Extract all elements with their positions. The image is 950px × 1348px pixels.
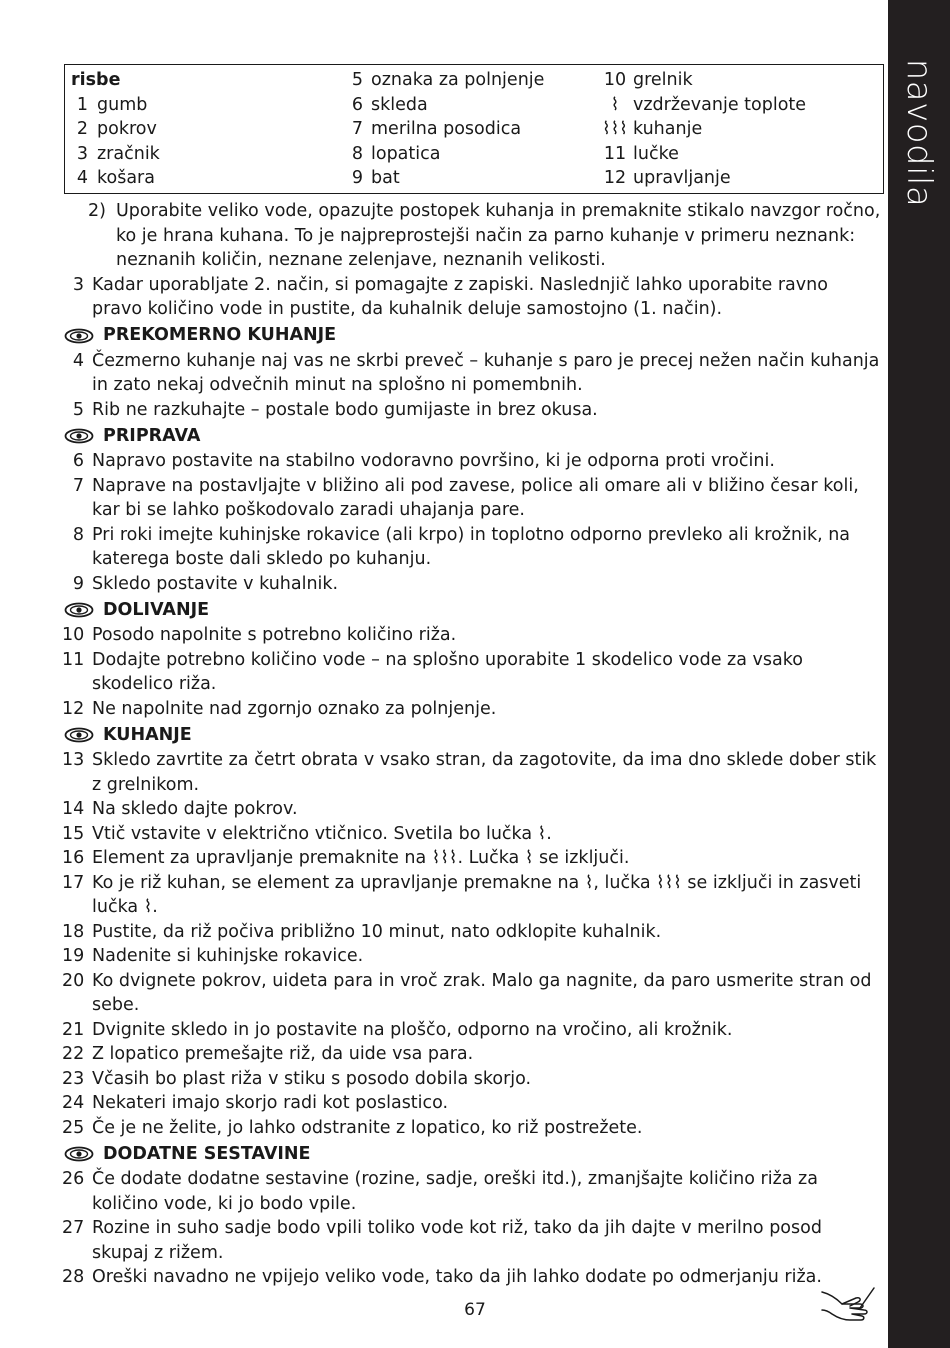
cooking-symbol-icon: ⌇⌇⌇ [602, 119, 628, 139]
legend-entry: 6 skleda [351, 94, 428, 115]
list-item: 13 Skledo zavrtite za četrt obrata v vsako stran, da zagotovite, da ima dno sklede dober stik z grelnikom. [62, 750, 877, 795]
legend-entry: 12 upravljanje [603, 168, 731, 188]
legend-entry: 4 košara [76, 168, 155, 188]
eye-icon [64, 727, 94, 743]
list-item: 10 Posodo napolnite s potrebno količino riža. [62, 625, 457, 645]
list-item: 8 Pri roki imejte kuhinjske rokavice (ali krpo) in toplotno odporno prevleko ali krožnik, na katerega boste dali skledo po kuhanju. [72, 524, 851, 569]
list-item: 7 Naprave na postavljajte v bližino ali pod zavese, police ali omare ali v bližino česar koli, kar bi se lahko poškodovalo zaradi uhajanja pare. [72, 475, 859, 520]
list-item: 28 Oreški navadno ne vpijejo veliko vode, tako da jih lahko dodate po odmerjanju riža. [62, 1267, 822, 1287]
list-item: 2) Uporabite veliko vode, opazujte postopek kuhanja in premaknite stikalo navzgor ročno, ko je hrana kuhana. To je najpreprostejši način za parno kuhanje v primeru neznank: neznanih količin, neznane zelenjave, neznanih velikosti. [88, 201, 881, 270]
list-item: 19 Nadenite si kuhinjske rokavice. [62, 946, 364, 966]
list-item: 16 Element za upravljanje premaknite na ⌇⌇⌇. Lučka ⌇ se izklјuči. [62, 848, 630, 868]
instructions [62, 199, 882, 1290]
list-item: 15 Vtič vstavite v električno vtičnico. Svetila bo lučka ⌇. [62, 823, 552, 844]
list-item: 26 Če dodate dodatne sestavine (rozine, sadje, oreški itd.), zmanjšajte količino riža za količino vode, ki jo bodo vpile. [62, 1169, 818, 1214]
parts-legend [64, 64, 884, 194]
legend-entry-cooking: ⌇⌇⌇ kuhanje [601, 117, 806, 142]
list-item: 11 Dodajte potrebno količino vode – na splošno uporabite 1 skodelico vode za vsako skodelico riža. [62, 649, 803, 694]
section-heading: DODATNE SESTAVINE [62, 1141, 882, 1167]
list-item: 24 Nekateri imajo skorjo radi kot poslastico. [62, 1093, 449, 1113]
side-tab-label: navodila [899, 58, 939, 208]
list-item: 3 Kadar uporabljate 2. način, si pomagajte z zapiski. Naslednjič lahko uporabite ravno pravo količino vode in pustite, da kuhalnik deluje samostojno (1. način). [72, 274, 828, 319]
legend-column-2 [337, 68, 544, 191]
legend-entry: 8 lopatica [351, 143, 441, 164]
list-item: 4 Čezmerno kuhanje naj vas ne skrbi preveč – kuhanje s paro je precej nežen način kuhanja in zato nekaj odvečnih minut na splošno ni pomembnih. [72, 350, 880, 395]
page-number: 67 [464, 1300, 486, 1320]
list-item: 18 Pustite, da riž počiva približno 10 minut, nato odklopite kuhalnik. [62, 921, 662, 942]
legend-entry: 9 bat [351, 168, 400, 188]
legend-entry: 10 grelnik [603, 70, 693, 90]
list-item: 25 Če je ne želite, jo lahko odstranite z lopatico, ko riž postrežete. [62, 1117, 643, 1138]
list-item: 12 Ne napolnite nad zgornjo oznako za polnjenje. [62, 698, 497, 719]
eye-icon [64, 328, 94, 344]
legend-entry: 7 merilna posodica [351, 119, 522, 139]
section-heading: PRIPRAVA [62, 423, 882, 449]
list-item: 5 Rib ne razkuhajte – postale bodo gumijaste in brez okusa. [72, 399, 598, 420]
pointing-hand-icon [820, 1280, 878, 1324]
list-item: 14 Na skledo dajte pokrov. [62, 799, 298, 819]
keep-warm-symbol-icon: ⌇ [610, 94, 620, 115]
section-heading: KUHANJE [62, 722, 882, 748]
list-item: 6 Napravo postavite na stabilno vodoravno površino, ki je odporna proti vročini. [72, 451, 775, 471]
list-item: 23 Včasih bo plast riža v stiku s posodo dobila skorjo. [62, 1068, 532, 1089]
list-item: 20 Ko dvignete pokrov, uideta para in vroč zrak. Malo ga nagnite, da paro usmerite stran od sebe. [62, 970, 872, 1015]
legend-title: risbe [71, 70, 121, 90]
eye-icon [64, 1146, 94, 1162]
legend-entry: 5 oznaka za polnjenje [351, 70, 545, 90]
legend-entry: 3 zračnik [76, 143, 160, 164]
list-item: 21 Dvignite skledo in jo postavite na ploščo, odporno na vročino, ali krožnik. [62, 1019, 733, 1040]
eye-icon [64, 428, 94, 444]
list-item: 17 Ko je riž kuhan, se element za upravljanje premakne na ⌇, lučka ⌇⌇⌇ se izklјuči in zasveti lučka ⌇. [62, 872, 862, 917]
legend-column-1 [69, 68, 160, 191]
list-item: 27 Rozine in suho sadje bodo vpili toliko vode kot riž, tako da jih dajte v merilno posod skupaj z rižem. [62, 1218, 822, 1263]
list-item: 9 Skledo postavite v kuhalnik. [72, 573, 339, 594]
section-heading: PREKOMERNO KUHANJE [62, 323, 882, 349]
legend-entry: 1 gumb [76, 94, 148, 115]
eye-icon [64, 602, 94, 618]
legend-entry: 11 lučke [603, 143, 679, 164]
legend-entry: 2 pokrov [76, 119, 157, 139]
legend-column-3 [601, 68, 806, 191]
legend-entry-keep-warm: ⌇ vzdrževanje toplote [601, 93, 806, 118]
section-heading: DOLIVANJE [62, 597, 882, 623]
list-item: 22 Z lopatico premešajte riž, da uide vsa para. [62, 1044, 474, 1064]
